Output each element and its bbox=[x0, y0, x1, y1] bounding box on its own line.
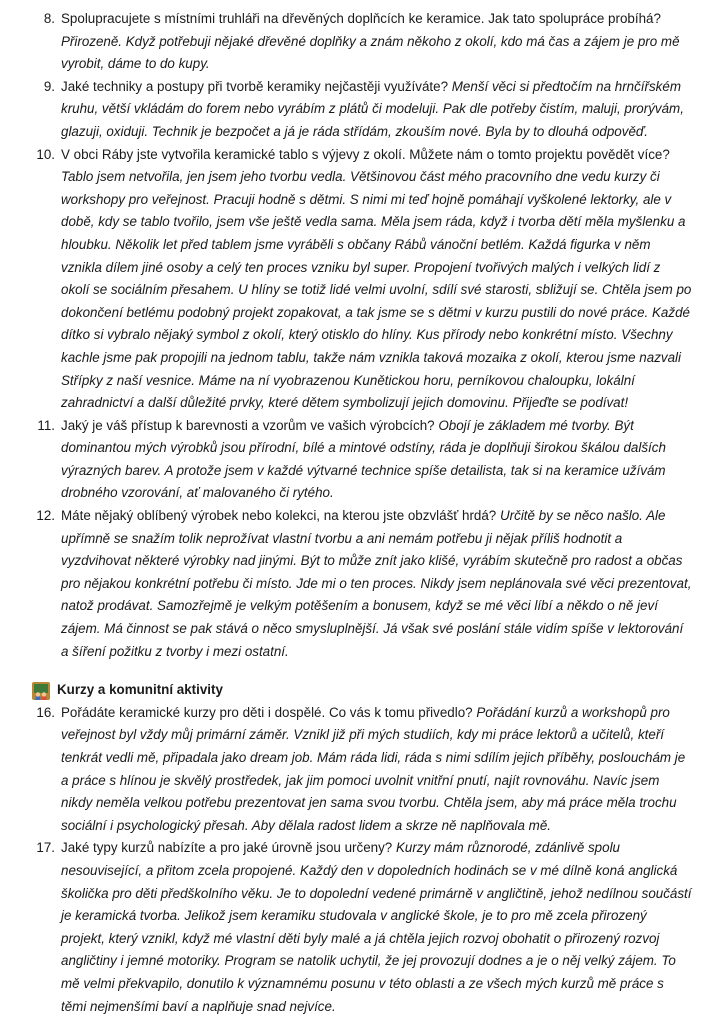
question-text: Máte nějaký oblíbený výrobek nebo kolekci, na kterou jste obzvlášť hrdá? bbox=[61, 508, 497, 524]
list-item bbox=[37, 415, 692, 505]
list-item bbox=[36, 837, 692, 1018]
section-heading bbox=[32, 679, 692, 702]
list-item bbox=[36, 144, 692, 415]
question-text: V obci Ráby jste vytvořila keramické tablo s výjevy z okolí. Můžete nám o tomto projektu povědět více? bbox=[61, 146, 670, 162]
section-title: Kurzy a komunitní aktivity bbox=[57, 682, 223, 698]
question-text: Pořádáte keramické kurzy pro děti i dospělé. Co vás k tomu přivedlo? bbox=[61, 704, 473, 720]
item-number: 9. bbox=[43, 78, 55, 94]
list-item bbox=[40, 76, 692, 144]
item-number: 11. bbox=[37, 417, 55, 433]
question-text: Jaké techniky a postupy při tvorbě keramiky nejčastěji využíváte? bbox=[61, 78, 449, 94]
classroom-icon bbox=[32, 682, 50, 700]
answer-text: Pořádání kurzů a workshopů pro veřejnost byl vždy můj primární záměr. Vznikl již při mých studiích, kdy mi práce lektorů a učitelů, kteří tenkrát vedli mě, připadala jako dream job. Mám ráda lidi, ráda s nimi sdílím jejich příběhy, poslouchám je a práce s hlínou je skvělý prostředek, jak jim pomoci uvolnit vnitřní pnutí, najít rovnováhu. Navíc jsem nikdy neměla velkou potřebu prezentovat jen sama svou tvorbu. Chtěla jsem, aby má práce měla trochu sociální i psychologický přesah. Aby dělala radost lidem a skrze ně naplňovala mě. bbox=[61, 704, 686, 833]
list-item bbox=[36, 702, 692, 838]
answer-text: Tablo jsem netvořila, jen jsem jeho tvorbu vedla. Většinovou část mého pracovního dne vedu kurzy či workshopy pro veřejnost. Pracuji hodně s dětmi. S nimi mi teď hojně pomáhají vyškolené lektorky, ale v době, kdy se tablo tvořilo, jsem vše ještě vedla sama. Měla jsem ráda, když i tvorba dětí měla myšlenku a hloubku. Několik let před tablem jsme vyráběli s občany Rábů vánoční betlém. Každá figurka v něm vznikla dílem jiné osoby a celý ten proces vzniku byl super. Propojení tvořivých malých i velkých lidí z okolí se sociálním přesahem. U hlíny se totiž lidé velmi uvolní, sdílí své starosti, sbližují se. Chtěla jsem po dokončení betlému podobný projekt zopakovat, a tak jsme se s dětmi v kurzu pustili do nové práce. Každé dítko si vybralo nějaký symbol z okolí, který otisklo do hlíny. Kus přírody nebo konkrétní místo. Všechny kachle jsme pak propojili na jednom tablu, takže nám vznikla taková mozaika z okolí, kterou jsme nazvali Střípky z naší vesnice. Máme na ní vyobrazenou Kunětickou horu, perníkovou chaloupku, lokální zahradnictví a další důležité prvky, které dětem symbolizují jejich domovinu. Přijeďte se podívat! bbox=[61, 169, 692, 411]
question-text: Spolupracujete s místními truhláři na dřevěných doplňcích ke keramice. Jak tato spolupráce probíhá? bbox=[61, 11, 661, 26]
list-item bbox=[36, 505, 692, 663]
question-text: Jaké typy kurzů nabízíte a pro jaké úrovně jsou určeny? bbox=[61, 840, 393, 856]
answer-text: Určitě by se něco našlo. Ale upřímně se snažím tolik neprožívat vlastní tvorbu a ani nemám potřebu ji nějak příliš hodnotit a vyzdvihovat některé výrobky nad jinými. Být to může znít jako klišé, vyrábím skutečně pro radost a občas pro nějakou konkrétní potřebu či místo. Jde mi o ten proces. Nikdy jsem neplánovala své věci prezentovat, natož prodávat. Samozřejmě je velkým potěšením a bonusem, když se mé věci líbí a někdo o ně jeví zájem. Má činnost se pak stává o něco smysluplnější. Já však své poslání stále vidím spíše v lektorování a šíření požitku z tvorby i mezi ostatní. bbox=[61, 508, 692, 659]
list-item bbox=[40, 8, 692, 76]
answer-text: Obojí je základem mé tvorby. Být dominantou mých výrobků jsou přírodní, bílé a mintové odstíny, ráda je doplňuji širokou škálou dalších výrazných barev. A protože jsem v každé výtvarné technice spíše detailista, tak si na keramice užívám drobného vzorování, ať malovaného či rytého. bbox=[61, 417, 666, 501]
item-number: 12. bbox=[36, 508, 55, 524]
item-number: 16. bbox=[36, 704, 55, 720]
question-text: Jaký je váš přístup k barevnosti a vzorům ve vašich výrobcích? bbox=[61, 417, 435, 433]
item-number: 8. bbox=[43, 11, 55, 26]
answer-text: Kurzy mám různorodé, zdánlivě spolu nesouvisející, a přitom zcela propojené. Každý den v dopoledních hodinách se v mé dílně koná anglická školička pro děti předškolního věku. Je to dopolední vedené primárně v angličtině, jehož nedílnou součástí je keramická tvorba. Jelikož jsem keramiku studovala v anglické škole, je to pro mě zcela přirozený projekt, který vznikl, když mé vlastní děti byly malé a já chtěla jejich rozvoj obohatit o přirozený rozvoj angličtiny i jemné motoriky. Program se natolik uchytil, že jej provozují dodnes a je o něj velký zájem. To mě velmi překvapilo, donutilo k významnému posunu v této oblasti a ze všech mých kurzů mě práce s těmi nejmenšími baví a naplňuje snad nejvíce. bbox=[61, 840, 692, 1014]
interview-list-continued bbox=[36, 8, 692, 663]
item-number: 17. bbox=[36, 840, 55, 856]
answer-text: Menší věci si předtočím na hrnčířském kruhu, větší vkládám do forem nebo vyrábím z plátů či modeluji. Pak dle potřeby čistím, maluji, prorývám, glazuji, oxiduji. Technik je bezpočet a já je ráda střídám, zkouším nové. Byla by to dlouhá odpověď. bbox=[61, 78, 684, 139]
item-number: 10. bbox=[36, 146, 55, 162]
interview-list-courses bbox=[36, 702, 692, 1018]
answer-text: Přirozeně. Když potřebuji nějaké dřevěné doplňky a znám někoho z okolí, kdo má čas a zájem je pro mě vyrobit, dáme to do kupy. bbox=[61, 33, 680, 72]
